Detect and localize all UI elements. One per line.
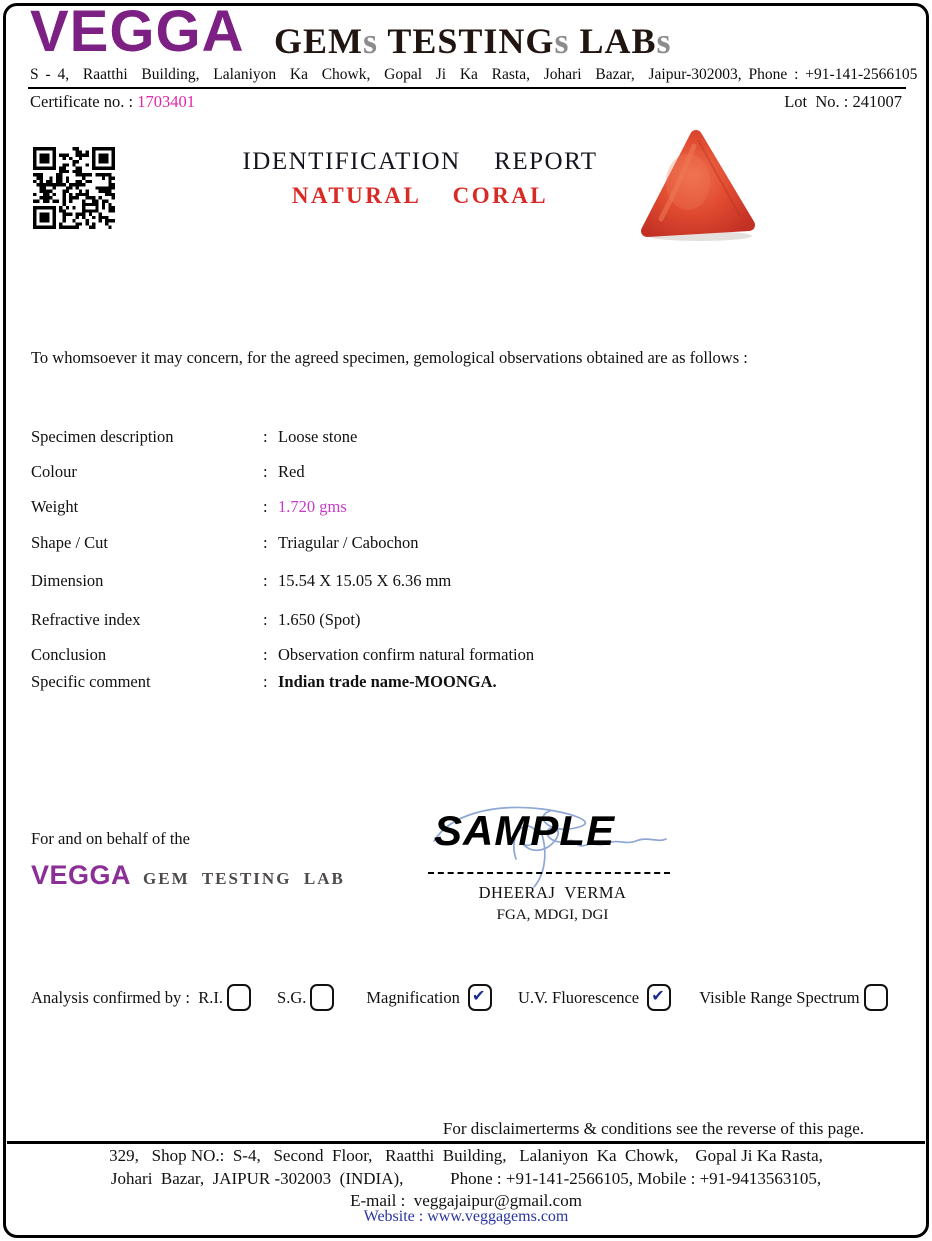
spec-value: 15.54 X 15.05 X 6.36 mm [278, 571, 452, 590]
footer-website [0, 1208, 932, 1226]
spec-value: 1.650 (Spot) [278, 610, 361, 629]
analysis-item-visible-range-spectrum: Visible Range Spectrum [699, 987, 860, 1007]
spec-row-description [31, 427, 902, 447]
signature-block [420, 795, 685, 940]
spec-value: Observation confirm natural formation [278, 645, 535, 664]
website-link[interactable]: www.veggagems.com [427, 1208, 569, 1225]
colon: : [263, 497, 268, 516]
report-title: IDENTIFICATION REPORT [242, 148, 598, 175]
colon: : [263, 571, 268, 590]
lab-name [274, 21, 672, 61]
lab-name-part: s [656, 21, 672, 61]
analysis-item-ri: R.I. [198, 987, 224, 1007]
signature-lab-name [31, 860, 345, 891]
analysis-checkbox[interactable] [468, 984, 492, 1011]
analysis-checkbox[interactable] [227, 984, 251, 1011]
colon: : [263, 645, 268, 664]
spec-value-weight: 1.720 gms [278, 497, 347, 516]
analysis-item-sg: S.G. [277, 987, 307, 1007]
spec-row-colour [31, 462, 902, 482]
lab-address: S - 4, Raatthi Building, Lalaniyon Ka Chowk, Gopal Ji Ka Rasta, Johari Bazar, Jaipur-302003, Phone : +91-141-2566105 [30, 66, 918, 83]
spec-label: Colour [31, 462, 77, 481]
spec-row-conclusion [31, 645, 902, 665]
lab-name-part: TESTING [378, 21, 555, 61]
spec-row-weight [31, 497, 902, 517]
signatory-credentials: FGA, MDGI, DGI [496, 907, 609, 923]
spec-label: Specimen description [31, 427, 174, 446]
signature-line [428, 872, 670, 874]
report-title-block [180, 148, 660, 209]
colon: : [263, 427, 268, 446]
analysis-checkbox[interactable] [864, 984, 888, 1011]
analysis-item-uv-fluorescence: U.V. Fluorescence [517, 987, 644, 1007]
certificate-number-value: 1703401 [137, 92, 195, 111]
qr-code-icon [33, 147, 115, 229]
spec-row-specific-comment [31, 672, 902, 692]
colon: : [263, 672, 268, 691]
certificate-row [30, 92, 902, 112]
spec-label: Weight [31, 497, 79, 516]
lab-suffix: GEM TESTING LAB [143, 869, 345, 888]
vegga-logo: VEGGA [30, 0, 245, 64]
spec-label: Refractive index [31, 610, 141, 629]
report-subtitle: NATURAL CORAL [291, 183, 549, 208]
certificate-label: Certificate no. : [30, 92, 138, 111]
spec-value-comment: Indian trade name-MOONGA. [278, 672, 497, 691]
colon: : [263, 610, 268, 629]
website-label: Website : [363, 1208, 428, 1225]
spec-label: Conclusion [31, 645, 107, 664]
lab-name-part: LAB [569, 21, 657, 61]
signatory-name: DHEERAJ VERMA [478, 883, 627, 902]
analysis-checkbox[interactable] [310, 984, 334, 1011]
lab-name-part: GEM [274, 21, 363, 61]
colon: : [263, 533, 268, 552]
footer-address-line2: Johari Bazar, JAIPUR -302003 (INDIA), Phone : +91-141-2566105, Mobile : +91-9413563105, [110, 1169, 822, 1188]
spec-row-dimension [31, 571, 902, 591]
footer-address-line1: 329, Shop NO.: S-4, Second Floor, Raatthi Building, Lalaniyon Ka Chowk, Gopal Ji Ka Rasta, [109, 1146, 823, 1165]
analysis-item-magnification: Magnification [366, 987, 464, 1007]
spec-label: Dimension [31, 571, 104, 590]
spec-row-shape [31, 533, 902, 553]
lab-name-part: s [554, 21, 570, 61]
vegga-logo-small: VEGGA [31, 860, 132, 890]
certificate-number [30, 92, 195, 112]
colon: : [263, 462, 268, 481]
footer-divider [7, 1141, 925, 1144]
spec-value: Loose stone [278, 427, 358, 446]
disclaimer-text: For disclaimerterms & conditions see the reverse of this page. [442, 1119, 864, 1138]
analysis-label: Analysis confirmed by : [31, 987, 199, 1007]
spec-row-refractive-index [31, 610, 902, 630]
lab-name-part: s [363, 21, 379, 61]
intro-text: To whomsoever it may concern, for the agreed specimen, gemological observations obtained are as follows : [31, 348, 748, 367]
behalf-text: For and on behalf of the [31, 829, 190, 848]
analysis-row [31, 984, 912, 1011]
lot-number: Lot No. : 241007 [784, 92, 902, 111]
spec-label: Specific comment [31, 672, 151, 691]
analysis-checkbox[interactable] [647, 984, 671, 1011]
sample-watermark: SAMPLE [434, 807, 616, 854]
header-divider [28, 87, 906, 89]
footer-email: E-mail : veggajaipur@gmail.com [350, 1191, 582, 1210]
spec-value: Triagular / Cabochon [278, 533, 419, 552]
spec-value: Red [278, 462, 305, 481]
spec-label: Shape / Cut [31, 533, 108, 552]
coral-gem-photo [636, 124, 771, 246]
